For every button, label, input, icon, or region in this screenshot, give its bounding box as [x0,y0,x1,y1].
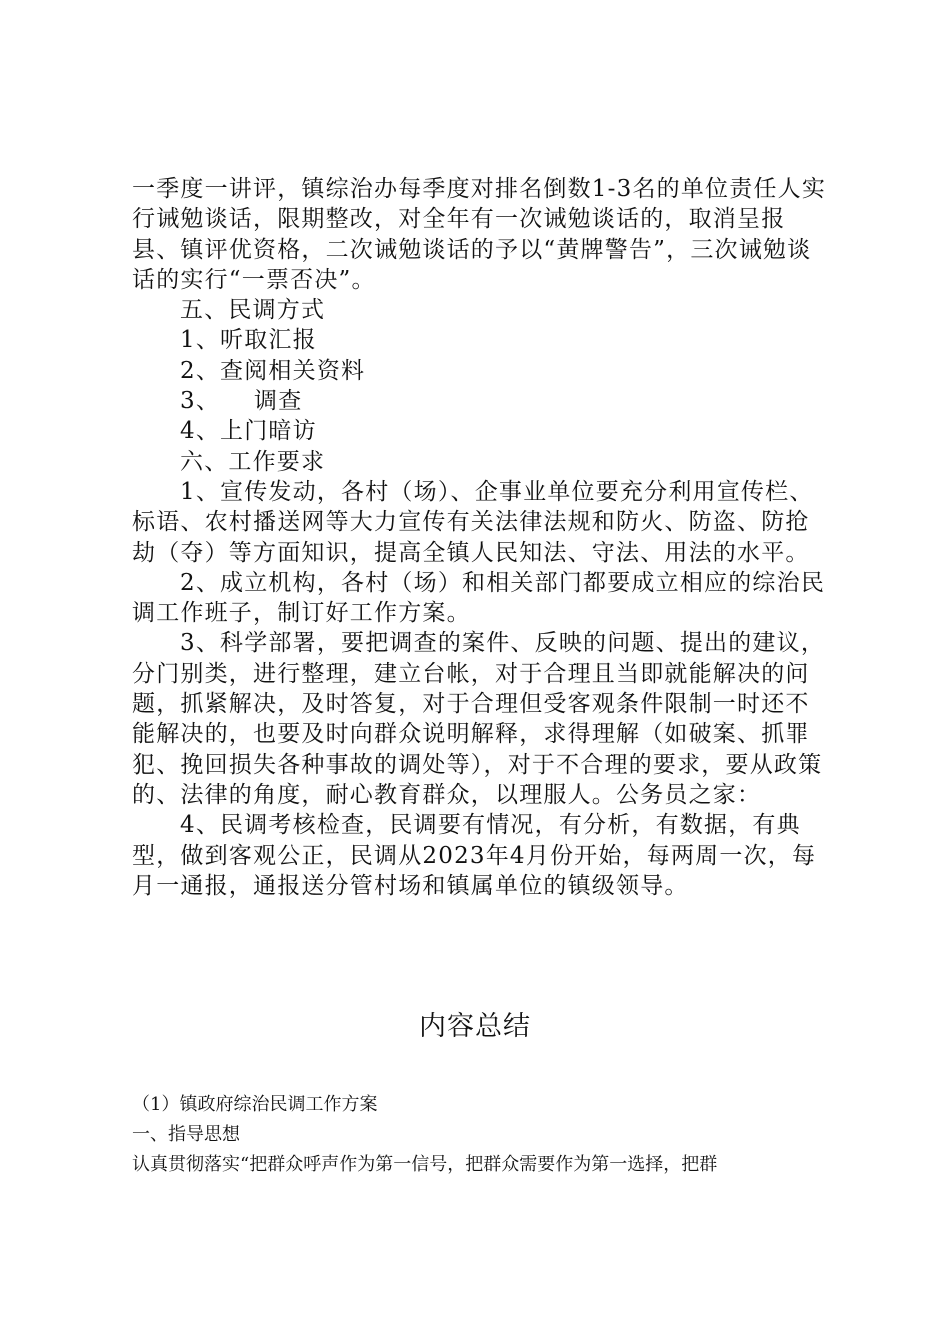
list-item: 4、上门暗访 [180,418,317,445]
summary-body [132,1090,852,1180]
section-six-heading: 六、工作要求 [180,448,326,475]
summary-line: 认真贯彻落实“把群众呼声作为第一信号，把群众需要作为第一选择，把群 [132,1154,718,1175]
section-five-heading: 五、民调方式 [180,297,326,324]
list-item [132,386,832,416]
document-body [132,174,832,901]
requirement-paragraph: 4、民调考核检查，民调要有情况，有分析，有数据，有典型，做到客观公正，民调从2023年4月份开始，每两周一次，每月一通报，通报送分管村场和镇属单位的镇级领导。 [132,812,817,899]
requirement-paragraph: 3、科学部署，要把调查的案件、反映的问题、提出的建议，分门别类，进行整理，建立台帐，对于合理且当即就能解决的问题，抓紧解决，及时答复，对于合理但受客观条件限制一时还不能解决的，也要及时向群众说明解释，求得理解（如破案、抓罪犯、挽回损失各种事故的调处等），对于不合理的要求，要从政策的、法律的角度，耐心教育群众，以理服人。公务员之家： [132,630,826,808]
requirement-paragraph: 1、宣传发动，各村（场）、企事业单位要充分利用宣传栏、标语、农村播送网等大力宣传有关法律法规和防火、防盗、防抢劫（夺）等方面知识，提高全镇人民知法、守法、用法的水平。 [132,478,814,566]
list-item: 2、查阅相关资料 [180,357,366,384]
summary-title: 内容总结 [419,1011,531,1042]
summary-line: （1）镇政府综治民调工作方案 [132,1094,378,1115]
list-item-number: 3、 [180,388,221,415]
list-item: 1、听取汇报 [180,327,317,354]
list-item-label: 调查 [254,388,303,415]
requirement-paragraph: 2、成立机构，各村（场）和相关部门都要成立相应的综治民调工作班子，制订好工作方案。 [132,569,826,627]
summary-line: 一、指导思想 [132,1124,240,1145]
intro-paragraph: 一季度一讲评，镇综治办每季度对排名倒数1-3名的单位责任人实行诫勉谈话，限期整改，对全年有一次诫勉谈话的，取消呈报县、镇评优资格，二次诫勉谈话的予以“黄牌警告”，三次诫勉谈话的实行“一票否决”。 [132,176,827,293]
